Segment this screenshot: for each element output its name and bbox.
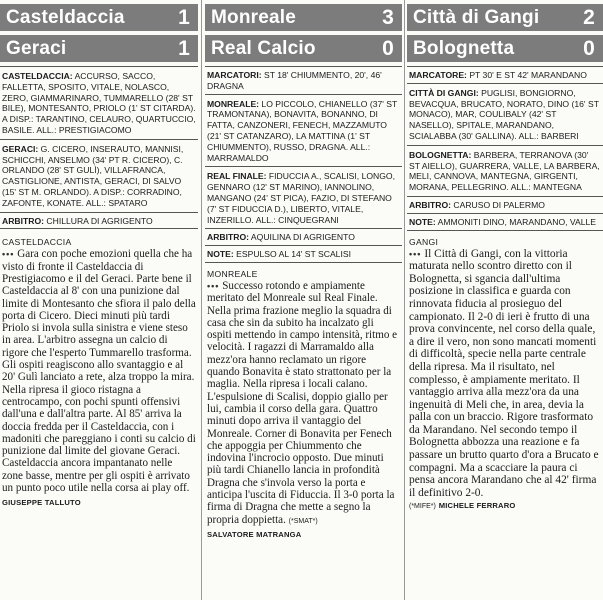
away-team-score: 0 bbox=[583, 36, 595, 60]
home-lineup-label: CASTELDACCIA: bbox=[2, 71, 73, 81]
home-score-bar bbox=[205, 4, 402, 31]
notes-box bbox=[407, 214, 603, 231]
match-column-monreale-real-calcio bbox=[205, 0, 402, 600]
bullet-dots: ••• bbox=[409, 248, 422, 259]
scorers-box bbox=[205, 67, 402, 95]
away-lineup bbox=[407, 146, 603, 197]
home-team-name: Città di Gangi bbox=[413, 6, 540, 28]
home-team-score: 3 bbox=[382, 5, 394, 29]
home-lineup-text: PUGLISI, BONGIORNO, BEVACQUA, BRUCATO, NORATO, DINO (16' ST MONACO), MAR, COULIBALY (42' ST NASELLO), SPITALE, MARANDANO, SCIALABBA (30' GALLINA). ALL.: BARBERI bbox=[409, 87, 599, 141]
away-team-name: Bolognetta bbox=[413, 37, 515, 59]
home-team-name: Monreale bbox=[211, 6, 297, 28]
away-score-bar bbox=[205, 35, 402, 62]
author-byline: GIUSEPPE TALLUTO bbox=[2, 498, 81, 508]
dateline: GANGI bbox=[409, 236, 439, 247]
home-score-bar bbox=[407, 4, 603, 31]
away-team-score: 0 bbox=[382, 36, 394, 60]
away-lineup bbox=[0, 140, 198, 213]
match-report bbox=[407, 248, 603, 514]
author-byline: SALVATORE MATRANGA bbox=[207, 529, 302, 539]
away-team-score: 1 bbox=[178, 36, 190, 60]
away-lineup-label: REAL FINALE: bbox=[207, 171, 267, 182]
away-lineup-label: GERACI: bbox=[2, 143, 39, 154]
report-initials: (*MIFE*) bbox=[409, 503, 436, 511]
bullet-dots: ••• bbox=[2, 249, 15, 260]
match-column-gangi-bolognetta bbox=[407, 0, 603, 600]
notes-label: NOTE: bbox=[207, 249, 234, 260]
report-initials: (*SMAT*) bbox=[288, 517, 318, 525]
scorers-label: MARCATORE: bbox=[409, 70, 467, 80]
referee-box bbox=[0, 213, 198, 230]
home-lineup-text: LO PICCOLO, CHIANELLO (37' ST TRAMONTANA), BONAVITA, BONANNO, DI FATTA, CANZONERI, FENECH, MAZZAMUTO (21' ST CATANZARO), LA MATTINA (1' ST CHIUMMENTO), RUSSO, DRAGNA. ALL.: MARRAMALDO bbox=[207, 98, 398, 163]
referee-text: CHILLURA DI AGRIGENTO bbox=[44, 215, 153, 226]
match-column-casteldaccia-geraci bbox=[0, 0, 198, 600]
notes-box bbox=[205, 246, 402, 263]
column-divider bbox=[404, 0, 405, 600]
home-lineup bbox=[205, 95, 402, 168]
referee-box bbox=[407, 197, 603, 214]
away-score-bar bbox=[0, 35, 198, 62]
notes-text: ESPULSO AL 14' ST SCALISI bbox=[233, 249, 351, 260]
referee-label: ARBITRO: bbox=[2, 215, 45, 226]
away-lineup-label: BOLOGNETTA: bbox=[409, 149, 472, 160]
away-team-name: Geraci bbox=[6, 37, 67, 59]
home-lineup-text: ACCURSO, SACCO, FALLETTA, SPOSITO, VITALE, NOLASCO, ZERO, GIAMMARINARO, TUMMARELLO (28' ST BILE), MONTESANTO, PRIOLO (1' ST CITARDA). A DISP.: TARANTINO, CELAURO, QUARTUCCIO, BASILE. ALL.: PRESTIGIACOMO bbox=[2, 71, 196, 135]
away-lineup bbox=[205, 167, 402, 229]
scorers-label: MARCATORI: bbox=[207, 70, 262, 80]
report-body: Il Città di Gangi, con la vittoria maturata nello scontro diretto con il Bolognetta, si sgancia dall'ultima posizione in classifica e guarda con rinnovata fiducia al prosieguo del campionato. Il 2-0 di ieri è frutto di una prova convincente, nel corso della quale, a dire il vero, non sono mancati momenti di difficoltà, specie nella parte centrale della ripresa. Ma il risultato, nel complesso, è ampiamente meritato. Il vantaggio arriva alla mezz'ora da una ingenuità di Meli che, in area, devia la palla con un braccio. Rigore trasformato da Marandano. Nel secondo tempo il Bolognetta abbozza una reazione e fa passare un brutto quarto d'ora a Brucato e compagni. Ma a scacciare la paura ci pensa ancora Marandano che al 42' firma il definitivo 2-0. bbox=[409, 247, 599, 499]
away-lineup-text: G. CICERO, INSERAUTO, MANNISI, SCHICCHI, ANSELMO (34' PT R. CICERO), C. ORLANDO (28' ST GULÌ), VILLAFRANCA, CASTIGLIONE, ANTISTA, GERACI, DI SALVO (15' ST M. ORLANDO). A DISP.: CORRADINO, ZAFONTE, KONATE. ALL.: SPATARO bbox=[2, 143, 184, 208]
home-team-score: 2 bbox=[583, 5, 595, 29]
home-team-score: 1 bbox=[178, 5, 190, 29]
away-score-bar bbox=[407, 35, 603, 62]
dateline: CASTELDACCIA bbox=[2, 237, 72, 248]
referee-text: AQUILINA DI AGRIGENTO bbox=[249, 232, 355, 243]
away-team-name: Real Calcio bbox=[211, 37, 316, 59]
scorers-box bbox=[407, 67, 603, 84]
home-team-name: Casteldaccia bbox=[6, 6, 125, 28]
report-body: Successo rotondo e ampiamente meritato del Monreale sul Real Finale. Nella prima frazione meglio la squadra di casa che sin da subito ha incalzato gli ospiti mettendo in campo intensità, ritmo e velocità. I ragazzi di Marramaldo alla mezz'ora hanno reclamato un rigore quando Bonavita è stato strattonato per la maglia. Nella ripresa i locali calano. L'espulsione di Scalisi, doppio giallo per lui, cambia il corso della gara. Quattro minuti dopo arriva il vantaggio del Monreale. Corner di Bonavita per Fenech che appoggia per Chiummento che indovina l'incrocio opposto. Due minuti più tardi Chianello lancia in profondità Dragna che s'invola verso la porta e anticipa l'uscita di Fiduccia. Il 3-0 porta la firma di Dragna che mette a segno la propria doppietta. bbox=[207, 279, 398, 526]
scorers-text: PT 30' E ST 42' MARANDANO bbox=[466, 70, 587, 80]
referee-box bbox=[205, 229, 402, 246]
referee-label: ARBITRO: bbox=[207, 232, 250, 243]
notes-text: AMMONITI DINO, MARANDANO, VALLE bbox=[435, 216, 597, 227]
match-report bbox=[0, 248, 198, 509]
notes-label: NOTE: bbox=[409, 216, 436, 227]
match-report bbox=[205, 280, 402, 541]
report-body: Gara con poche emozioni quella che ha visto di fronte il Casteldaccia di Prestigiacomo e il del Geraci. Parte bene il Casteldaccia al 8' con una punizione dal limite di Montesanto che sfiora il palo della porta di Cicero. Dieci minuti più tardi Priolo si invola sulla sinistra e viene steso in area. L'arbitro assegna un calcio di rigore che l'esperto Tummarello trasforma. Gli ospiti reagiscono allo svantaggio e al 20' Gulì lanciato a rete, alza troppo la mira. Nella ripresa il gioco ristagna a centrocampo, con pochi spunti offensivi dall'una e dall'altra parte. Al 85' arriva la doccia fredda per il Casteldaccia, con i madoniti che pareggiano i conti su calcio di punizione dal limite del giovane Geraci. Casteldaccia ancora impantanato nelle zone basse, mentre per gli ospiti è arrivato un punto poco utile nella corsa ai play off. bbox=[2, 248, 196, 494]
author-byline: MICHELE FERRARO bbox=[438, 501, 516, 511]
column-divider bbox=[201, 0, 202, 600]
home-lineup-label: CITTÀ DI GANGI: bbox=[409, 87, 479, 98]
referee-text: CARUSO DI PALERMO bbox=[451, 199, 545, 210]
referee-label: ARBITRO: bbox=[409, 199, 452, 210]
home-lineup bbox=[0, 67, 198, 140]
dateline: MONREALE bbox=[207, 268, 258, 279]
away-lineup-text: BARBERA, TERRANOVA (30' ST AIELLO), GUARRERA, VALLE, LA BARBERA, MELI, CANNOVA, MANTEGNA, GIRGENTI, MORANA, PELLEGRINO. ALL.: MANTEGNA bbox=[409, 149, 600, 193]
home-lineup-label: MONREALE: bbox=[207, 98, 260, 109]
home-lineup bbox=[407, 84, 603, 146]
home-score-bar bbox=[0, 4, 198, 31]
scorers-text: ST 18' CHIUMMENTO, 20', 46' DRAGNA bbox=[207, 70, 382, 91]
away-lineup-text: FIDUCCIA A., SCALISI, LONGO, GENNARO (12' ST MARINO), IANNOLINO, MANGANO (24' ST PICA), FAZIO, DI STEFANO (7' ST FIDUCCIA D.), LIBERTO, VITALE, INZERILLO. ALL.: CINQUEGRANI bbox=[207, 171, 395, 225]
bullet-dots: ••• bbox=[207, 280, 220, 291]
